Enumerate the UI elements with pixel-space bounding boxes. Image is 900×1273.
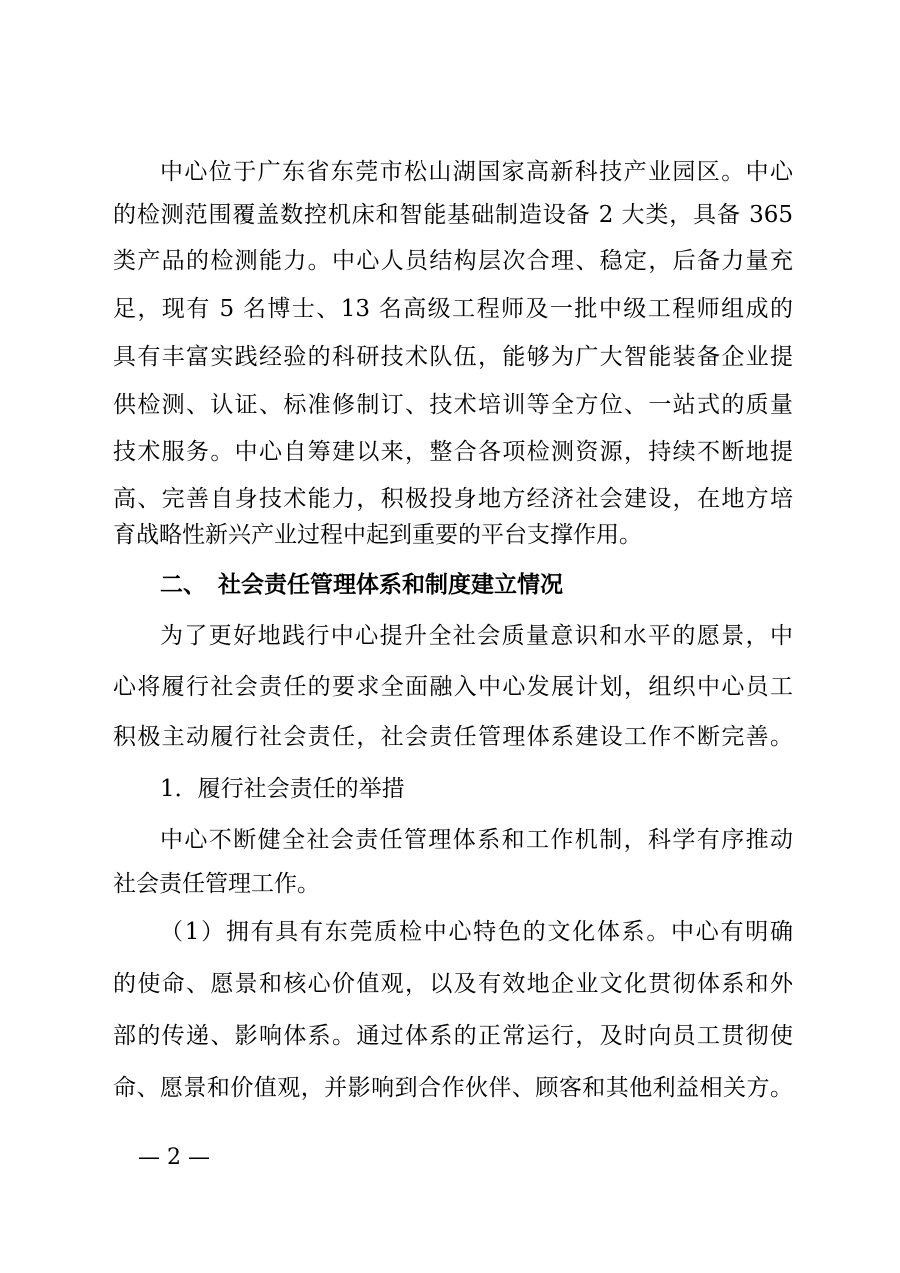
paragraph-line: （1）拥有具有东莞质检中心特色的文化体系。中心有明确 — [160, 919, 793, 945]
paragraph-line: 社会责任管理工作。 — [113, 871, 320, 897]
paragraph-line: 命、愿景和价值观，并影响到合作伙伴、顾客和其他利益相关方。 — [113, 1075, 793, 1101]
section-title: 社会责任管理体系和制度建立情况 — [218, 571, 563, 598]
paragraph-line: 类产品的检测能力。中心人员结构层次合理、稳定，后备力量充 — [113, 248, 793, 274]
paragraph-line: 心将履行社会责任的要求全面融入中心发展计划，组织中心员工 — [113, 674, 793, 700]
paragraph-line: 育战略性新兴产业过程中起到重要的平台支撑作用。 — [113, 522, 642, 548]
paragraph-line: 部的传递、影响体系。通过体系的正常运行，及时向员工贯彻使 — [113, 1023, 793, 1049]
paragraph-line: 为了更好地践行中心提升全社会质量意识和水平的愿景，中 — [160, 623, 793, 649]
paragraph-line: 足，现有 5 名博士、13 名高级工程师及一批中级工程师组成的 — [113, 296, 793, 322]
paragraph-line: 高、完善自身技术能力，积极投身地方经济社会建设，在地方培 — [113, 486, 793, 512]
subsection-heading: 1．履行社会责任的举措 — [160, 776, 405, 802]
paragraph-line: 中心不断健全社会责任管理体系和工作机制，科学有序推动 — [160, 827, 793, 853]
paragraph-line: 积极主动履行社会责任，社会责任管理体系建设工作不断完善。 — [113, 724, 793, 750]
paragraph-line: 技术服务。中心自筹建以来，整合各项检测资源，持续不断地提 — [113, 439, 793, 465]
paragraph-line: 的使命、愿景和核心价值观，以及有效地企业文化贯彻体系和外 — [113, 971, 793, 997]
paragraph-line: 具有丰富实践经验的科研技术队伍，能够为广大智能装备企业提 — [113, 344, 793, 370]
section-number: 二、 — [160, 571, 206, 598]
paragraph-line: 的检测范围覆盖数控机床和智能基础制造设备 2 大类，具备 365 — [113, 202, 793, 228]
section-heading — [160, 570, 563, 600]
paragraph-line: 供检测、认证、标准修制订、技术培训等全方位、一站式的质量 — [113, 392, 793, 418]
page-number: — 2 — — [138, 1145, 210, 1170]
paragraph-line: 中心位于广东省东莞市松山湖国家高新科技产业园区。中心 — [160, 159, 793, 185]
